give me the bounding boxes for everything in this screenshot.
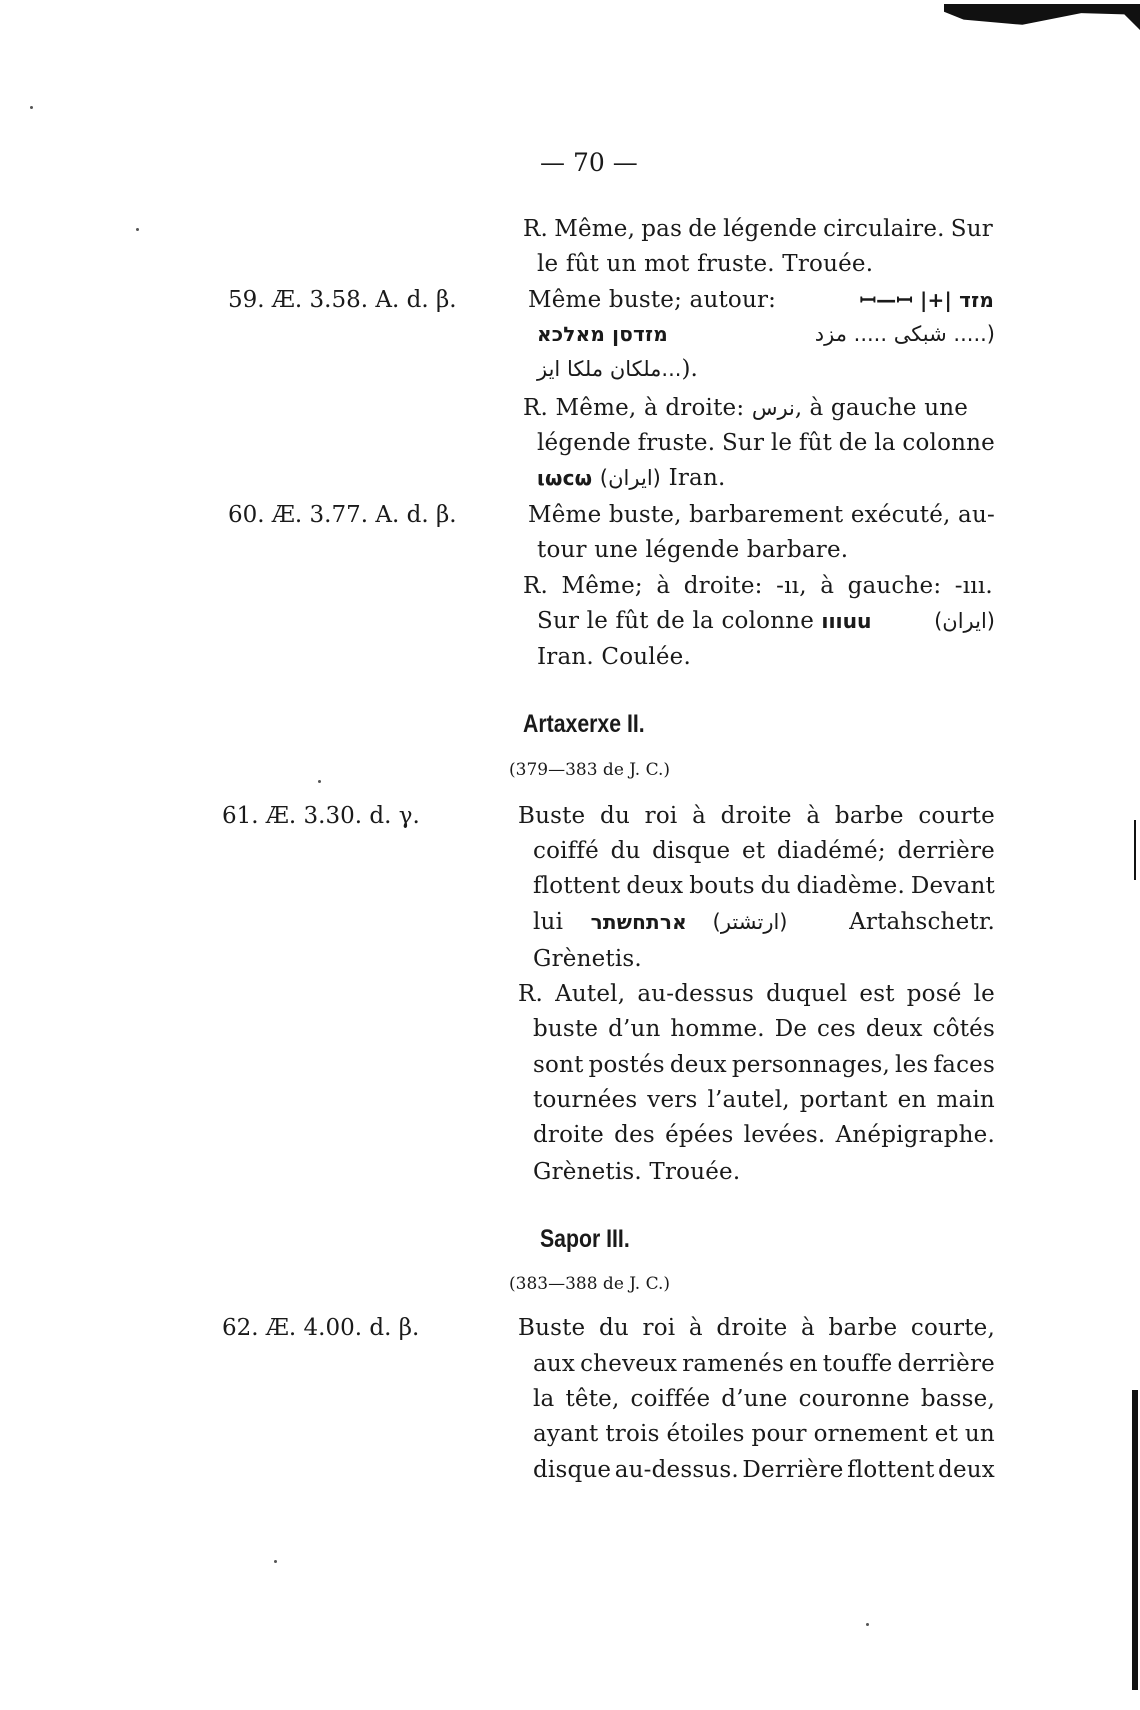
entry-60-line-2: tour une légende barbare. [537, 537, 849, 563]
speck [318, 780, 321, 783]
entry-60-reverse-text: Sur le fût de la colonne [537, 608, 815, 634]
scan-artifact-right-edge-mid [1134, 820, 1136, 880]
entry-61-pahlavi: ארתחשתר [590, 910, 687, 934]
entry-61-arabic: (ارتشتر) [712, 910, 788, 934]
entry-59-reverse-arabic-2: (ايران) [599, 466, 662, 490]
entry-61-line-1: Buste du roi à droite à barbe courte [518, 803, 995, 829]
entry-59-arabic-3: ...ملكان ملكا ايز [537, 357, 682, 381]
entry-61-line-4 [533, 907, 995, 937]
entry-59-reverse-arabic: نرس [751, 396, 795, 420]
entry-59-line-2 [537, 319, 995, 349]
entry-62-label: 62. Æ. 4.00. d. β. [222, 1315, 420, 1341]
section-heading-sapor: Sapor III. [540, 1225, 630, 1253]
entry-59-arabic-2: (..... شبكى ..... مزد [814, 322, 995, 346]
scan-artifact-right-edge [1132, 1390, 1138, 1690]
entry-60-label: 60. Æ. 3.77. A. d. β. [228, 502, 457, 528]
entry-59-reverse-line-3 [537, 463, 725, 493]
entry-61-line-5: Grènetis. [533, 946, 642, 972]
section-dates-sapor: (383—388 de J. C.) [509, 1274, 671, 1294]
entry-61-reverse-line-3: sont postés deux personnages, les faces [533, 1052, 995, 1078]
speck [136, 228, 139, 231]
entry-62-line-2: aux cheveux ramenés en touffe derrière [533, 1351, 995, 1377]
entry-61-line-2: coiffé du disque et diadémé; derrière [533, 838, 995, 864]
entry-59-reverse-text: R. Même, à droite: [523, 395, 745, 421]
entry-61-reverse-line-6: Grènetis. Trouée. [533, 1159, 741, 1185]
entry-59-label: 59. Æ. 3.58. A. d. β. [228, 287, 457, 313]
entry-59-reverse-pahlavi: ιωcω [537, 466, 593, 490]
entry-61-tail: Artahschetr. [849, 909, 995, 935]
section-dates-artaxerxe: (379—383 de J. C.) [509, 760, 671, 780]
entry-61-line-3: flottent deux bouts du diadème. Devant [533, 873, 995, 899]
speck [274, 1560, 277, 1563]
entry-cont-line-2: le fût un mot fruste. Trouée. [537, 251, 874, 277]
entry-62-line-4: ayant trois étoiles pour ornement et un [533, 1421, 995, 1447]
entry-59-reverse-line-2: légende fruste. Sur le fût de la colonne [537, 430, 995, 456]
entry-60-line-1: Même buste, barbarement exécuté, au- [528, 502, 995, 528]
entry-59-line-1 [528, 285, 994, 315]
entry-59-text: Même buste; autour: [528, 287, 777, 313]
entry-60-reverse-pahlavi: ıııuu [821, 609, 872, 633]
entry-60-reverse-line-1: R. Même; à droite: -ıı, à gauche: -ııı. [523, 573, 993, 599]
entry-60-reverse-line-3: Iran. Coulée. [537, 644, 691, 670]
entry-59-line-3 [537, 354, 698, 384]
entry-62-line-3: la tête, coiffée d’une couronne basse, [533, 1386, 995, 1412]
entry-61-reverse-line-4: tournées vers l’autel, portant en main [533, 1087, 995, 1113]
entry-61-reverse-line-5: droite des épées levées. Anépigraphe. [533, 1122, 995, 1148]
page-number: — 70 — [540, 148, 638, 177]
entry-59-reverse-line-1 [523, 393, 968, 423]
entry-59-reverse-tail-2: Iran. [668, 465, 726, 491]
section-heading-artaxerxe: Artaxerxe II. [523, 710, 645, 738]
scan-artifact-top-right [944, 4, 1140, 30]
entry-62-line-1: Buste du roi à droite à barbe courte, [518, 1315, 995, 1341]
entry-59-reverse-tail: , à gauche une [794, 395, 969, 421]
speck [30, 106, 33, 109]
entry-cont-line-1: R. Même, pas de légende circulaire. Sur [523, 216, 993, 242]
entry-60-reverse-line-2 [537, 606, 995, 636]
entry-59-pahlavi-2: מזדסן מאלכא [537, 322, 668, 346]
entry-61-reverse-line-2: buste d’un homme. De ces deux côtés [533, 1016, 995, 1042]
entry-62-line-5: disque au-dessus. Derrière flottent deux [533, 1457, 995, 1483]
speck [866, 1623, 869, 1626]
entry-59-pahlavi: ꟷ—ꟷ |+| מזד [859, 288, 994, 312]
entry-61-text: lui [533, 909, 564, 935]
entry-61-reverse-line-1: R. Autel, au-dessus duquel est posé le [518, 981, 995, 1007]
entry-61-label: 61. Æ. 3.30. d. γ. [222, 803, 420, 829]
entry-60-reverse-arabic: (ايران) [934, 609, 995, 633]
entry-59-line-3-tail: ). [681, 356, 698, 382]
